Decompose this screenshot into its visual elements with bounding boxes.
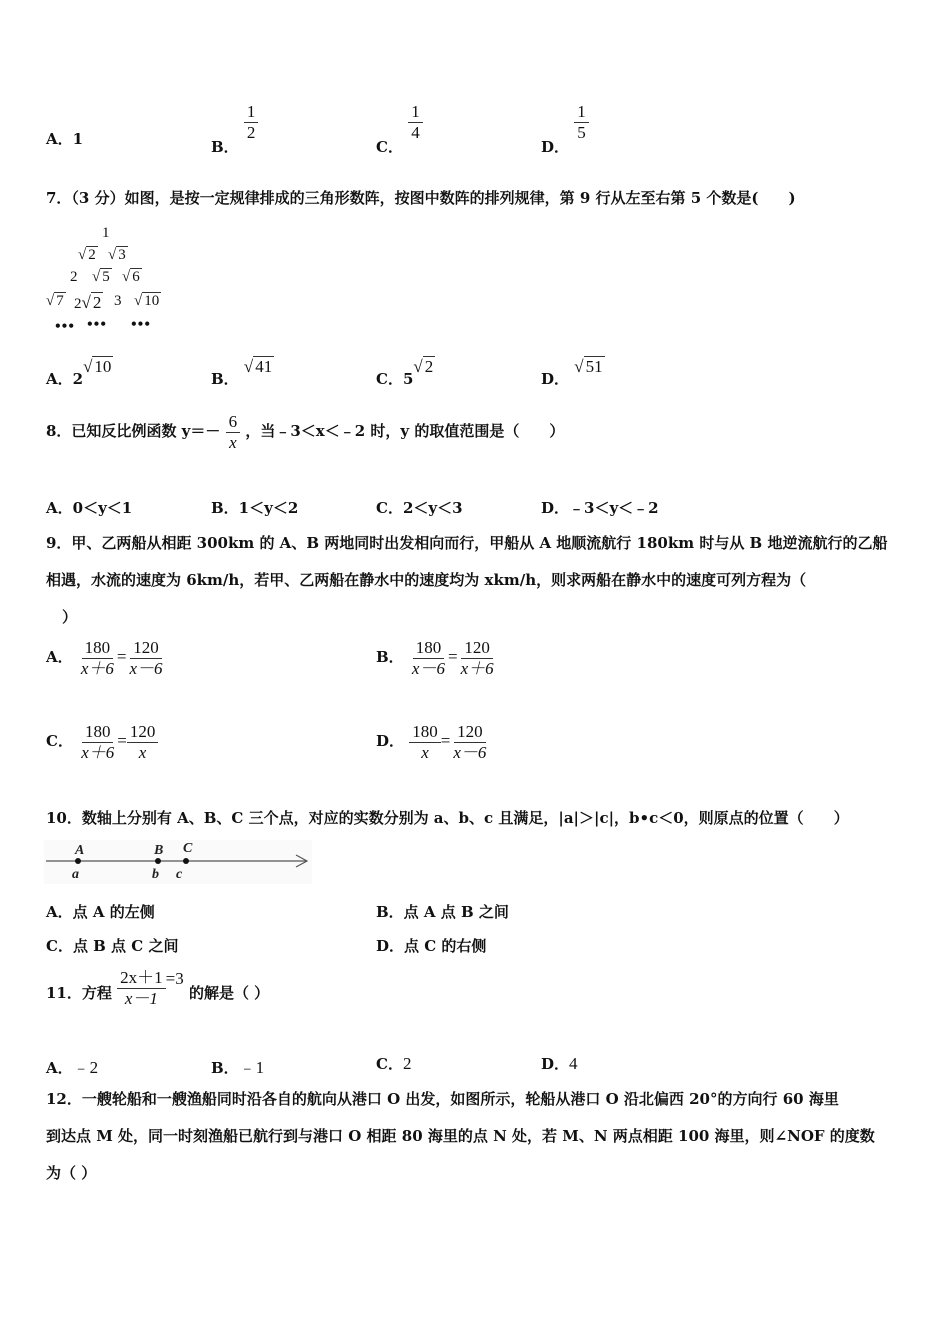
numerator: 1: [408, 102, 423, 123]
option-label: B．: [211, 138, 239, 157]
option-value: 4: [569, 1054, 578, 1073]
option-value: ﹣1: [238, 1058, 265, 1077]
q7-option-a: [46, 356, 113, 388]
point-a-dot: [75, 858, 81, 864]
option-label: C．: [376, 370, 403, 388]
stem-text: ，当﹣3＜x＜﹣2 时，y 的取值范围是（ ）: [245, 422, 565, 441]
q12-stem-line3: 为（ ）: [46, 1164, 97, 1182]
stem-text: 的解是（ ）: [188, 984, 270, 1003]
q8-option-d: D．﹣3＜y＜﹣2: [541, 499, 659, 517]
q11-option-b: [211, 1053, 264, 1078]
option-value: 2: [402, 1054, 412, 1073]
tri-dots-2: •••: [86, 317, 107, 331]
option-label: D．: [376, 732, 405, 751]
denominator: x－6: [129, 658, 163, 678]
fraction-right: [458, 638, 497, 678]
denominator: x: [138, 742, 147, 762]
q10-option-c: C．点 B 点 C 之间: [46, 937, 179, 955]
tri-r4-3: 3: [114, 293, 122, 309]
q8-option-c: C．2＜y＜3: [376, 499, 463, 517]
fraction: [117, 968, 166, 1008]
stem-text: 11．方程: [46, 984, 112, 1003]
denominator: x＋6: [80, 658, 114, 678]
fraction-left: [78, 722, 117, 762]
q12-stem-line2: 到达点 M 处，同一时刻渔船已航行到与港口 O 相距 80 海里的点 N 处，若 M、N 两点相距 100 海里，则∠NOF 的度数: [46, 1127, 875, 1145]
equals-sign: =: [117, 731, 127, 751]
fraction-right: [127, 722, 159, 762]
q9-option-d: [376, 722, 489, 762]
q10-option-b: B．点 A 点 B 之间: [376, 903, 509, 921]
tri-r3-2: √ 5: [92, 269, 110, 285]
radicand: 6: [132, 269, 140, 285]
option-label: D．: [541, 1055, 570, 1073]
denominator: 2: [246, 122, 256, 142]
q7-stem: 7．（3 分）如图，是按一定规律排成的三角形数阵，按图中数阵的排列规律，第 9 行从左至右第 5 个数是( ): [46, 189, 796, 207]
denominator: x＋6: [81, 742, 115, 762]
option-label: A．: [46, 370, 73, 388]
fraction-left: [409, 638, 448, 678]
tri-r3-3: √ 6: [122, 269, 140, 285]
point-c-label: C: [183, 841, 193, 856]
coefficient: 2: [74, 296, 82, 312]
q10-stem: 10．数轴上分别有 A、B、C 三个点，对应的实数分别为 a、b、c 且满足，|a|＞|c|，b•c＜0，则原点的位置（ ）: [46, 809, 849, 827]
denominator: x＋6: [460, 658, 494, 678]
triangle-number-array: [46, 225, 171, 335]
numerator: 6: [226, 412, 241, 433]
radicand: 3: [118, 247, 126, 263]
q9-stem-line3: ）: [62, 608, 78, 626]
tri-r2-2: √ 3: [108, 247, 126, 263]
q6-option-c: [376, 102, 423, 157]
q6-option-a: [46, 128, 83, 149]
numerator: 120: [127, 722, 159, 743]
q10-option-d: D．点 C 的右侧: [376, 937, 487, 955]
coefficient: 2: [72, 370, 84, 388]
option-label: C．: [46, 732, 73, 751]
equals-sign: =: [116, 647, 127, 667]
value-c-label: c: [176, 867, 183, 882]
option-label: A．: [46, 1059, 73, 1077]
radicand: 5: [102, 269, 110, 285]
denominator: x: [421, 742, 429, 762]
q10-option-a: A．点 A 的左侧: [46, 903, 155, 921]
option-label: B．: [211, 1059, 239, 1077]
tri-dots-1: •••: [54, 319, 75, 333]
point-b-dot: [155, 858, 161, 864]
q11-option-c: [376, 1053, 411, 1074]
radicand: 2: [92, 293, 102, 312]
numerator: 180: [409, 722, 441, 743]
number-line-figure: [44, 840, 312, 884]
radicand: 2: [424, 357, 434, 376]
value-a-label: a: [72, 867, 79, 882]
denominator: x－6: [453, 742, 487, 762]
fraction-right: [127, 638, 166, 678]
equals-sign: =: [440, 731, 451, 751]
radical: √ 10: [83, 357, 112, 376]
point-b-label: B: [154, 843, 164, 858]
numerator: 120: [130, 638, 162, 659]
q9-stem-line1: 9．甲、乙两船从相距 300km 的 A、B 两地同时出发相向而行，甲船从 A 地顺流航行 180km 时与从 B 地逆流航行的乙船: [46, 534, 888, 552]
numerator: 1: [574, 102, 589, 123]
value-b-label: b: [152, 867, 159, 882]
radicand: 41: [255, 357, 273, 376]
numerator: 180: [82, 722, 114, 743]
tri-r4-4: √ 10: [134, 293, 160, 309]
radicand: 2: [88, 247, 96, 263]
denominator: x－1: [124, 988, 158, 1008]
q7-option-c: [376, 356, 435, 388]
q11-stem: [46, 968, 269, 1008]
q9-option-c: [46, 722, 158, 762]
equation-rhs: =3: [165, 969, 184, 989]
fraction-left: [409, 722, 441, 762]
numerator: 180: [413, 638, 445, 659]
option-label: B．: [211, 370, 239, 388]
stem-text: 8．已知反比例函数 y＝－: [46, 422, 221, 441]
option-label: B．: [376, 648, 404, 667]
q11-option-a: [46, 1053, 98, 1078]
tri-r4-1: √ 7: [46, 293, 64, 309]
q8-stem: [46, 412, 564, 452]
point-a-label: A: [75, 843, 85, 858]
equals-sign: =: [447, 647, 458, 667]
denominator: 5: [577, 122, 586, 142]
radicand: 10: [94, 357, 112, 376]
fraction: [408, 102, 423, 142]
denominator: 4: [411, 122, 420, 142]
denominator: x: [229, 432, 237, 452]
numerator: 120: [461, 638, 493, 659]
radical: √ 51: [574, 357, 603, 376]
numerator: 2x＋1: [117, 968, 166, 989]
option-value: ﹣2: [72, 1058, 99, 1077]
fraction: [574, 102, 589, 142]
option-value: 1: [72, 130, 84, 148]
radicand: 7: [56, 293, 64, 309]
denominator: x－6: [411, 658, 445, 678]
q7-option-b: [211, 356, 274, 388]
q11-option-d: [541, 1053, 578, 1074]
q6-option-b: [211, 102, 258, 157]
fraction-left: [78, 638, 117, 678]
option-label: A．: [46, 130, 73, 148]
q9-option-a: [46, 638, 166, 678]
fraction-right: [450, 722, 489, 762]
coefficient: 5: [402, 370, 414, 388]
radicand: 10: [144, 293, 160, 309]
q12-stem-line1: 12．一艘轮船和一艘渔船同时沿各自的航向从港口 O 出发，如图所示，轮船从港口 O 沿北偏西 20°的方向行 60 海里: [46, 1090, 839, 1108]
option-label: D．: [541, 370, 570, 388]
radical: √ 2: [413, 357, 434, 376]
numerator: 1: [244, 102, 259, 123]
q7-option-d: [541, 356, 605, 388]
option-label: C．: [376, 1055, 403, 1073]
numerator: 120: [454, 722, 486, 743]
tri-dots-3: •••: [130, 317, 151, 331]
q9-stem-line2: 相遇，水流的速度为 6km/h，若甲、乙两船在静水中的速度均为 xkm/h，则求两船在静水中的速度可列方程为（: [46, 571, 807, 589]
fraction: [244, 102, 259, 142]
q8-option-a: A．0＜y＜1: [46, 499, 133, 517]
tri-r1-1: 1: [102, 225, 110, 241]
option-label: A．: [46, 648, 73, 667]
option-label: D．: [541, 138, 570, 157]
tri-r4-2: 2√ 2: [74, 293, 102, 312]
tri-r3-1: 2: [70, 269, 78, 285]
numerator: 180: [82, 638, 114, 659]
fraction: [226, 412, 241, 452]
radical: √ 41: [243, 357, 273, 376]
point-c-dot: [183, 858, 189, 864]
q9-option-b: [376, 638, 497, 678]
radicand: 51: [585, 357, 603, 376]
tri-r2-1: √ 2: [78, 247, 96, 263]
q8-option-b: B．1＜y＜2: [211, 499, 299, 517]
option-label: C．: [376, 138, 403, 157]
q6-option-d: [541, 102, 589, 157]
